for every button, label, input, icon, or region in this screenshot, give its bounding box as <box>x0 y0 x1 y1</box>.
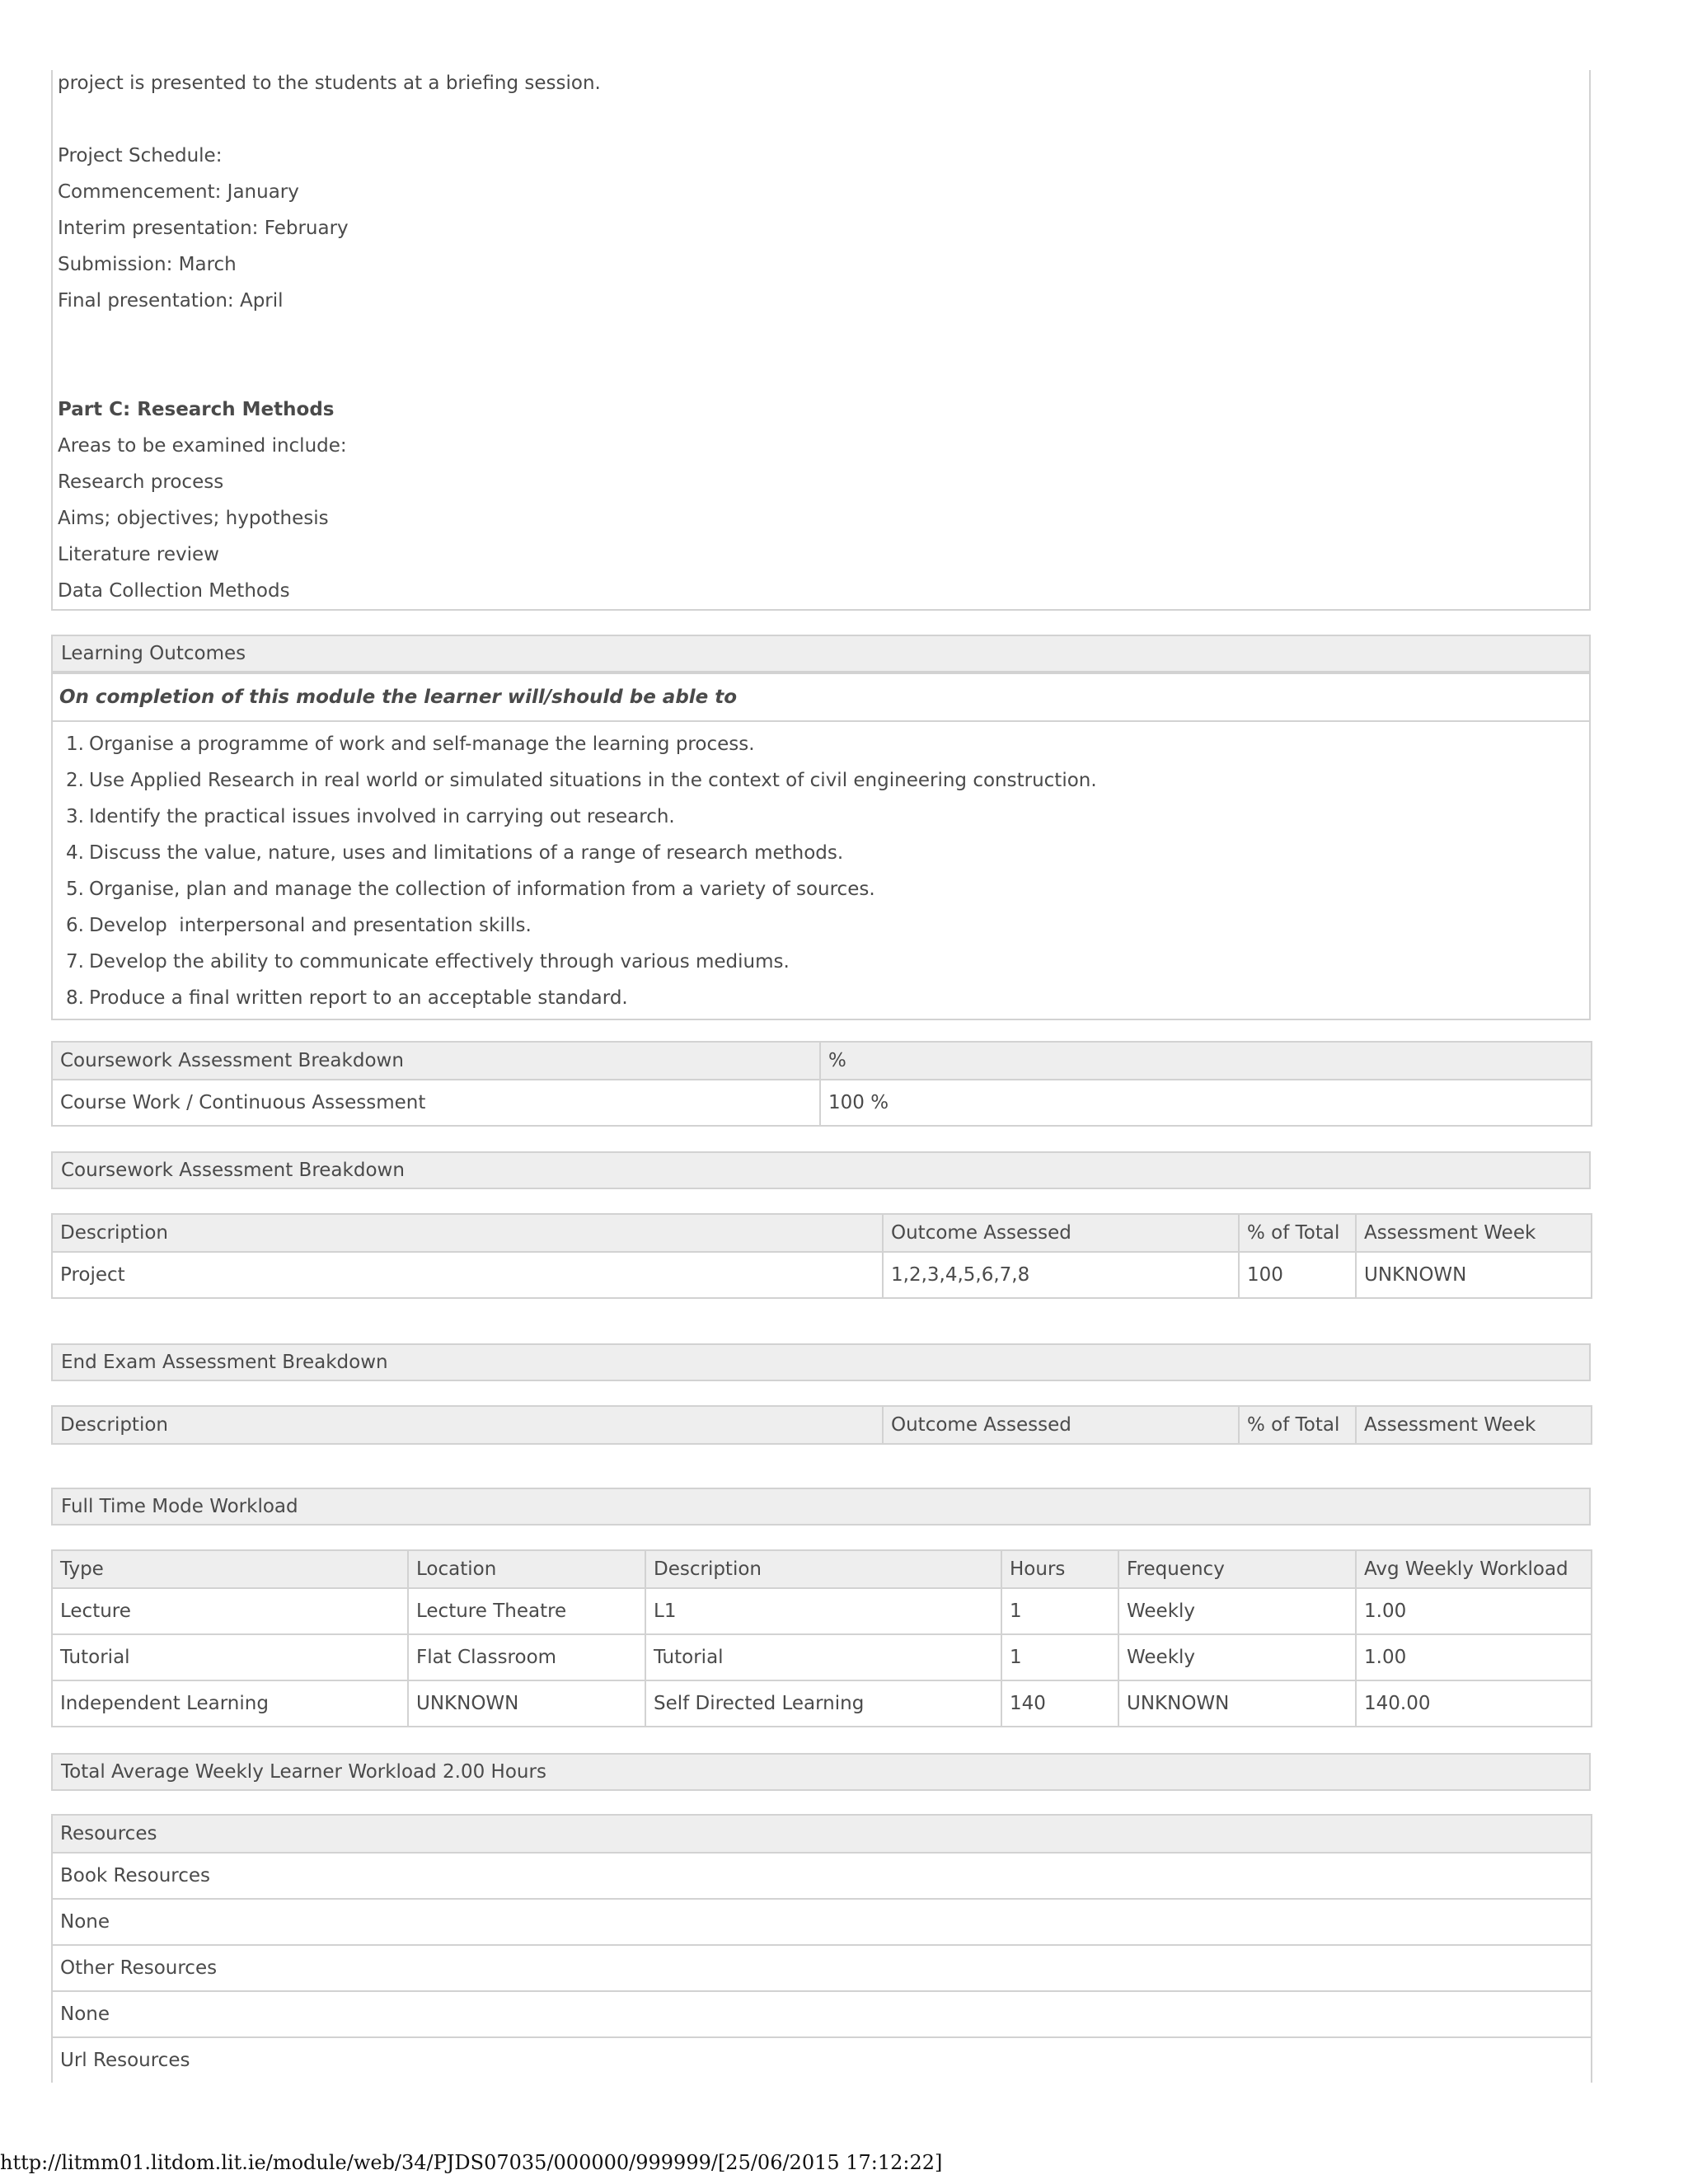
schedule-item: Commencement: January <box>58 181 299 203</box>
page-url-footer: http://litmm01.litdom.lit.ie/module/web/34/PJDS07035/000000/999999/[25/06/2015 17:12:22] <box>0 2151 943 2174</box>
resource-label: Other Resources <box>52 1945 1592 1991</box>
resource-label: Book Resources <box>52 1853 1592 1899</box>
item-text: Organise, plan and manage the collection of information from a variety of sources. <box>89 879 875 900</box>
table-cell: 1 <box>1001 1588 1118 1634</box>
item-number: 1. <box>66 733 84 755</box>
list-item <box>66 986 628 1010</box>
schedule-item: Final presentation: April <box>58 290 284 312</box>
column-header: % of Total <box>1239 1406 1356 1444</box>
item-text: Develop interpersonal and presentation skills. <box>89 915 532 936</box>
list-item <box>66 913 532 938</box>
column-header: Description <box>52 1214 883 1252</box>
table-header-row <box>52 1550 1592 1588</box>
column-header: Location <box>408 1550 645 1588</box>
resource-label: Url Resources <box>52 2037 1592 2083</box>
table-row <box>52 1588 1592 1634</box>
table-cell: UNKNOWN <box>408 1680 645 1727</box>
item-number: 6. <box>66 915 84 936</box>
table-cell: Tutorial <box>645 1634 1001 1680</box>
column-header: Type <box>52 1550 408 1588</box>
item-text: Organise a programme of work and self-manage the learning process. <box>89 733 755 755</box>
list-item <box>66 732 755 757</box>
workload-table <box>51 1549 1592 1727</box>
item-text: Develop the ability to communicate effectively through various mediums. <box>89 951 790 972</box>
column-header: Frequency <box>1118 1550 1356 1588</box>
item-number: 2. <box>66 770 84 791</box>
schedule-heading: Project Schedule: <box>58 145 223 166</box>
table-header-row <box>52 1815 1592 1853</box>
part-c-heading: Part C: Research Methods <box>58 399 335 420</box>
table-cell: Lecture <box>52 1588 408 1634</box>
schedule-item: Submission: March <box>58 254 237 275</box>
table-row <box>52 1853 1592 1899</box>
column-header: Description <box>52 1406 883 1444</box>
table-cell: 1,2,3,4,5,6,7,8 <box>883 1252 1239 1298</box>
part-c-item: Literature review <box>58 544 219 565</box>
table-cell: Lecture Theatre <box>408 1588 645 1634</box>
column-header: % of Total <box>1239 1214 1356 1252</box>
table-cell: Tutorial <box>52 1634 408 1680</box>
item-number: 3. <box>66 806 84 827</box>
part-c-item: Data Collection Methods <box>58 580 290 602</box>
table-cell: 100 <box>1239 1252 1356 1298</box>
end-exam-table <box>51 1405 1592 1445</box>
end-exam-title: End Exam Assessment Breakdown <box>51 1343 1591 1381</box>
learning-outcomes-subtitle: On completion of this module the learner will/should be able to <box>51 673 1591 722</box>
workload-title: Full Time Mode Workload <box>51 1488 1591 1526</box>
item-number: 7. <box>66 951 84 972</box>
item-text: Identify the practical issues involved in carrying out research. <box>89 806 675 827</box>
table-header-row <box>52 1042 1592 1080</box>
column-header: Outcome Assessed <box>883 1214 1239 1252</box>
item-number: 5. <box>66 879 84 900</box>
table-row <box>52 1945 1592 1991</box>
column-header: Assessment Week <box>1356 1214 1592 1252</box>
table-cell: Independent Learning <box>52 1680 408 1727</box>
coursework-summary-table <box>51 1041 1592 1127</box>
item-text: Produce a final written report to an acceptable standard. <box>89 987 628 1009</box>
table-row <box>52 1899 1592 1945</box>
list-item <box>66 949 790 974</box>
table-cell: 140 <box>1001 1680 1118 1727</box>
item-number: 8. <box>66 987 84 1009</box>
schedule-item: Interim presentation: February <box>58 218 349 239</box>
coursework-breakdown-title: Coursework Assessment Breakdown <box>51 1151 1591 1189</box>
part-c-item: Research process <box>58 471 224 493</box>
table-row <box>52 2037 1592 2083</box>
list-item <box>66 841 843 865</box>
table-row <box>52 1991 1592 2037</box>
list-item <box>66 804 675 829</box>
table-header-row <box>52 1406 1592 1444</box>
item-text: Use Applied Research in real world or simulated situations in the context of civil engineering construction. <box>89 770 1097 791</box>
column-header: Description <box>645 1550 1001 1588</box>
table-row <box>52 1080 1592 1126</box>
part-c-item: Areas to be examined include: <box>58 435 347 457</box>
coursework-breakdown-table <box>51 1213 1592 1299</box>
table-cell: UNKNOWN <box>1118 1680 1356 1727</box>
resource-value: None <box>52 1991 1592 2037</box>
table-row <box>52 1252 1592 1298</box>
total-workload: Total Average Weekly Learner Workload 2.00 Hours <box>51 1753 1591 1791</box>
column-header: % <box>820 1042 1592 1080</box>
learning-outcomes-title: Learning Outcomes <box>51 635 1591 673</box>
table-cell: L1 <box>645 1588 1001 1634</box>
item-text: Discuss the value, nature, uses and limitations of a range of research methods. <box>89 842 844 864</box>
resources-table <box>51 1814 1592 2083</box>
table-row <box>52 1634 1592 1680</box>
table-cell: 1.00 <box>1356 1634 1592 1680</box>
resource-value: None <box>52 1899 1592 1945</box>
table-cell: Course Work / Continuous Assessment <box>52 1080 820 1126</box>
column-header: Coursework Assessment Breakdown <box>52 1042 820 1080</box>
table-cell: 1.00 <box>1356 1588 1592 1634</box>
item-number: 4. <box>66 842 84 864</box>
learning-outcomes-list <box>51 722 1591 1020</box>
list-item <box>66 768 1097 793</box>
part-c-item: Aims; objectives; hypothesis <box>58 508 329 529</box>
table-cell: Flat Classroom <box>408 1634 645 1680</box>
column-header: Hours <box>1001 1550 1118 1588</box>
table-cell: 100 % <box>820 1080 1592 1126</box>
table-cell: Weekly <box>1118 1634 1356 1680</box>
table-cell: 140.00 <box>1356 1680 1592 1727</box>
table-row <box>52 1680 1592 1727</box>
lead-line: project is presented to the students at a briefing session. <box>58 73 601 94</box>
resources-title: Resources <box>52 1815 1592 1853</box>
table-cell: 1 <box>1001 1634 1118 1680</box>
table-cell: Weekly <box>1118 1588 1356 1634</box>
table-header-row <box>52 1214 1592 1252</box>
column-header: Avg Weekly Workload <box>1356 1550 1592 1588</box>
column-header: Assessment Week <box>1356 1406 1592 1444</box>
table-cell: Project <box>52 1252 883 1298</box>
column-header: Outcome Assessed <box>883 1406 1239 1444</box>
table-cell: UNKNOWN <box>1356 1252 1592 1298</box>
table-cell: Self Directed Learning <box>645 1680 1001 1727</box>
list-item <box>66 877 875 902</box>
